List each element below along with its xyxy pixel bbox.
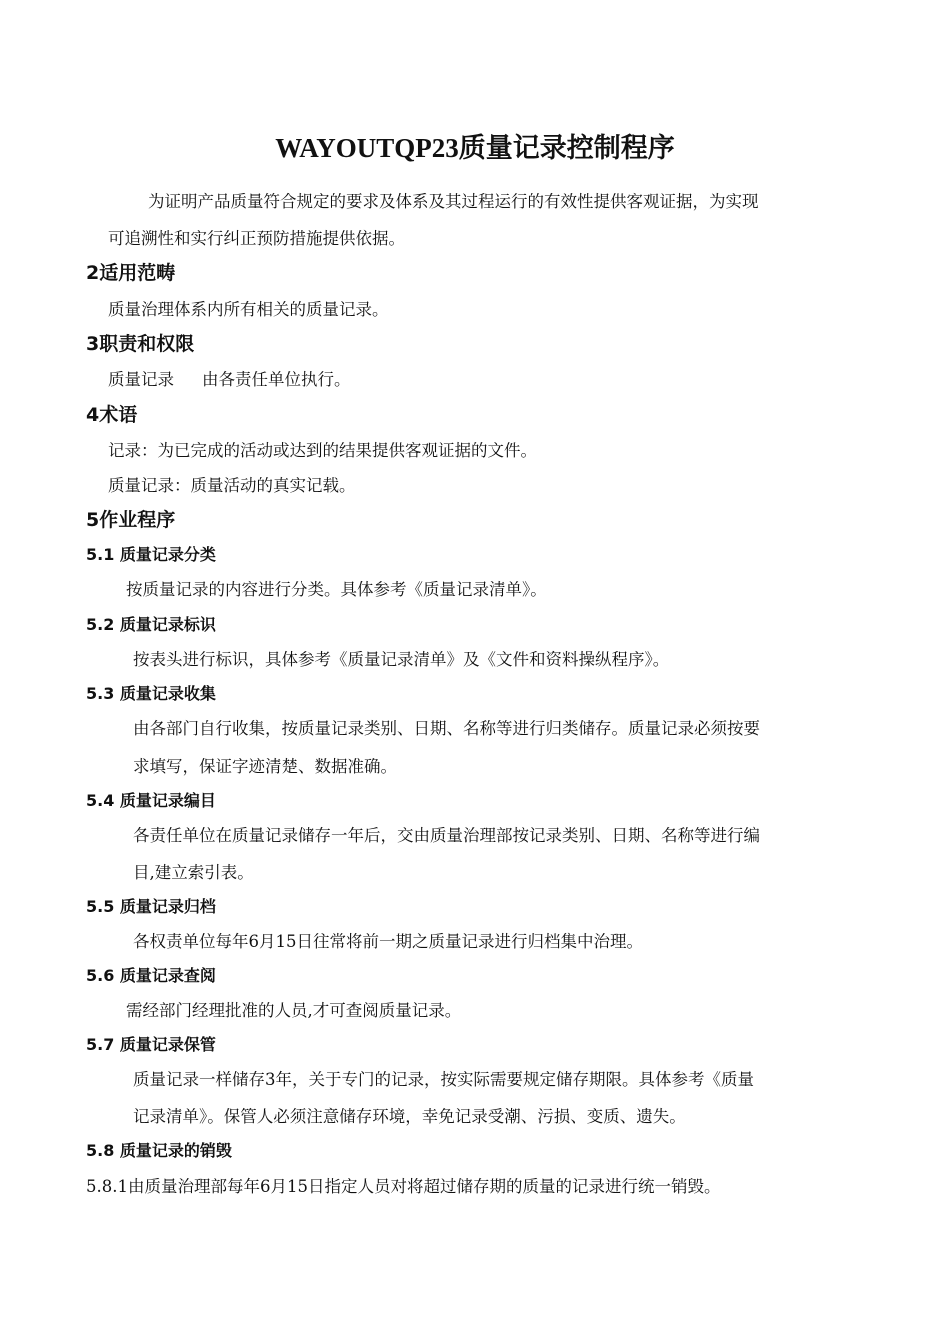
intro-line-1: 为证明产品质量符合规定的要求及体系及其过程运行的有效性提供客观证据，为实现	[148, 192, 759, 211]
subsection-5-4-line-2: 目,建立索引表。	[133, 863, 254, 882]
subsection-heading-5-7: 5.7 质量记录保管	[86, 1035, 216, 1054]
subsection-5-7-line-2: 记录清单》。保管人必须注意储存环境，幸免记录受潮、污损、变质、遗失。	[133, 1107, 686, 1126]
subsection-5-6-text: 需经部门经理批准的人员,才可查阅质量记录。	[126, 1001, 462, 1020]
subsection-heading-5-1: 5.1 质量记录分类	[86, 545, 216, 564]
subsection-5-7-line-1: 质量记录一样储存3年，关于专门的记录，按实际需要规定储存期限。具体参考《质量	[133, 1070, 754, 1089]
page-title: WAYOUTQP23质量记录控制程序	[275, 133, 675, 163]
subsection-heading-5-2: 5.2 质量记录标识	[86, 615, 216, 634]
subsection-5-4-line-1: 各责任单位在质量记录储存一年后，交由质量治理部按记录类别、日期、名称等进行编	[133, 826, 760, 845]
section-heading-terms: 4术语	[86, 404, 138, 426]
intro-line-2: 可追溯性和实行纠正预防措施提供依据。	[108, 229, 405, 248]
subsection-heading-5-4: 5.4 质量记录编目	[86, 791, 216, 810]
subsection-5-2-text: 按表头进行标识，具体参考《质量记录清单》及《文件和资料操纵程序》。	[133, 650, 670, 669]
subsection-heading-5-3: 5.3 质量记录收集	[86, 684, 216, 703]
subsection-5-1-text: 按质量记录的内容进行分类。具体参考《质量记录清单》。	[126, 580, 547, 599]
subsection-5-5-text: 各权责单位每年6月15日往常将前一期之质量记录进行归档集中治理。	[133, 932, 643, 951]
section-heading-scope: 2适用范畴	[86, 262, 176, 284]
subsection-5-3-line-2: 求填写，保证字迹清楚、数据准确。	[133, 757, 397, 776]
subsection-5-8-1-text: 5.8.1由质量治理部每年6月15日指定人员对将超过储存期的质量的记录进行统一销毁。	[86, 1177, 721, 1196]
terms-line-1: 记录：为已完成的活动或达到的结果提供客观证据的文件。	[108, 441, 537, 460]
responsibility-description: 由各责任单位执行。	[202, 370, 351, 389]
subsection-5-3-line-1: 由各部门自行收集，按质量记录类别、日期、名称等进行归类储存。质量记录必须按要	[133, 719, 760, 738]
responsibility-text	[108, 368, 351, 392]
responsibility-item: 质量记录	[108, 370, 174, 389]
terms-line-2: 质量记录：质量活动的真实记载。	[108, 476, 356, 495]
subsection-heading-5-8: 5.8 质量记录的销毁	[86, 1141, 232, 1160]
section-heading-procedure: 5作业程序	[86, 509, 176, 531]
scope-text: 质量治理体系内所有相关的质量记录。	[108, 300, 389, 319]
subsection-heading-5-6: 5.6 质量记录查阅	[86, 966, 216, 985]
subsection-heading-5-5: 5.5 质量记录归档	[86, 897, 216, 916]
section-heading-responsibility: 3职责和权限	[86, 333, 195, 355]
